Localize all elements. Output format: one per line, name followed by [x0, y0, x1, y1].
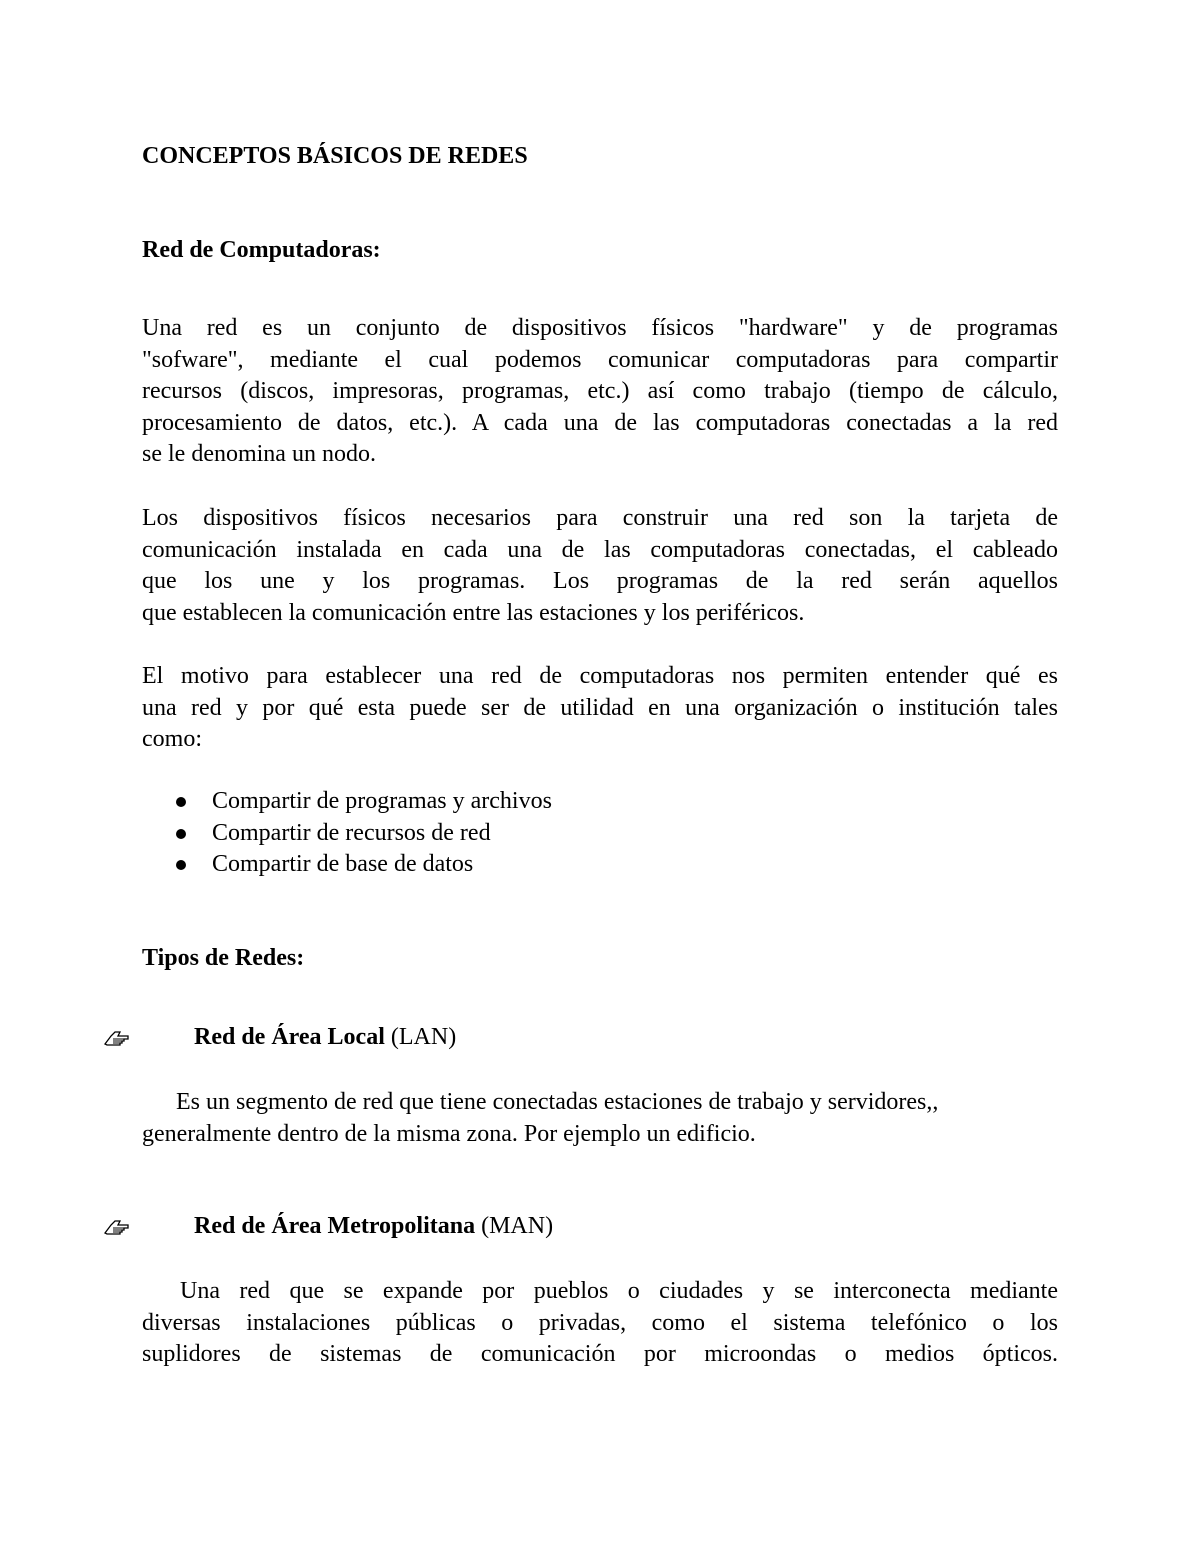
pointing-hand-icon — [104, 1219, 130, 1237]
paragraph-line: recursos (discos, impresoras, programas, etc.) así como trabajo (tiempo de cálculo, — [142, 378, 1058, 405]
list-item-label: Compartir de base de datos — [212, 851, 474, 878]
paragraph-line: que los une y los programas. Los programas de la red serán aquellos — [142, 568, 1058, 595]
pointing-hand-icon — [104, 1030, 130, 1048]
paragraph-line: generalmente dentro de la misma zona. Por ejemplo un edificio. — [142, 1120, 756, 1147]
list-item — [142, 849, 552, 881]
bullet-icon — [176, 797, 186, 807]
list-item-label: Compartir de programas y archivos — [212, 788, 552, 814]
paragraph-line: diversas instalaciones públicas o privadas, como el sistema telefónico o los — [142, 1309, 1058, 1336]
document-title: CONCEPTOS BÁSICOS DE REDES — [142, 143, 528, 169]
paragraph-line: una red y por qué esta puede ser de utilidad en una organización o institución tales — [142, 694, 1058, 721]
bullet-icon — [176, 829, 186, 839]
bullet-list — [142, 786, 552, 881]
section-heading-tipos-de-redes: Tipos de Redes: — [142, 945, 305, 971]
paragraph-line: comunicación instalada en cada una de las computadoras conectadas, el cableado — [142, 536, 1058, 563]
paragraph-line: "sofware", mediante el cual podemos comunicar computadoras para compartir — [142, 346, 1058, 373]
paragraph-line: Es un segmento de red que tiene conectadas estaciones de trabajo y servidores,, — [176, 1089, 939, 1115]
paragraph-line: que establecen la comunicación entre las estaciones y los periféricos. — [142, 599, 805, 626]
list-item — [142, 786, 552, 818]
paragraph-line: como: — [142, 726, 202, 753]
bullet-icon — [176, 860, 186, 870]
lan-heading-abbr: (LAN) — [384, 1024, 457, 1050]
paragraph-line: Una red que se expande por pueblos o ciudades y se interconecta mediante — [180, 1278, 1058, 1304]
paragraph-man — [142, 1276, 1058, 1371]
paragraph-line: El motivo para establecer una red de computadoras nos permiten entender qué es — [142, 663, 1058, 689]
paragraph-definition — [142, 313, 1058, 471]
paragraph-line: procesamiento de datos, etc.). A cada una de las computadoras conectadas a la red — [142, 409, 1058, 436]
paragraph-motivation — [142, 661, 1058, 756]
paragraph-devices — [142, 503, 1058, 629]
lan-heading-title: Red de Área Local — [194, 1024, 385, 1050]
paragraph-line: Los dispositivos físicos necesarios para construir una red son la tarjeta de — [142, 505, 1058, 531]
man-heading-abbr: (MAN) — [475, 1213, 554, 1239]
list-item-label: Compartir de recursos de red — [212, 819, 491, 846]
paragraph-lan — [142, 1087, 1058, 1150]
paragraph-line: suplidores de sistemas de comunicación por microondas o medios ópticos. — [142, 1341, 1058, 1368]
list-item — [142, 818, 552, 850]
section-heading-red-de-computadoras: Red de Computadoras: — [142, 237, 381, 263]
paragraph-line: se le denomina un nodo. — [142, 441, 376, 468]
man-heading-title: Red de Área Metropolitana — [194, 1213, 476, 1239]
paragraph-line: Una red es un conjunto de dispositivos físicos "hardware" y de programas — [142, 315, 1058, 341]
